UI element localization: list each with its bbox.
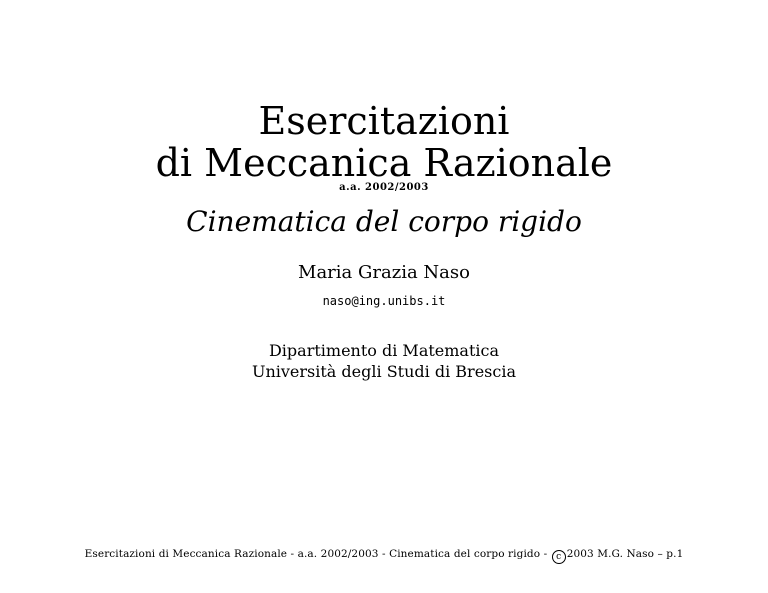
slide-footer xyxy=(0,548,768,564)
footer-page-info: 2003 M.G. Naso – p.1 xyxy=(566,548,684,560)
footer-text: Esercitazioni di Meccanica Razionale - a.a. 2002/2003 - Cinematica del corpo rigido - xyxy=(84,548,548,560)
slide-subtitle: Cinematica del corpo rigido xyxy=(186,205,582,238)
author-name: Maria Grazia Naso xyxy=(298,262,470,283)
affiliation xyxy=(0,340,768,382)
slide-title xyxy=(0,100,768,184)
department-line: Dipartimento di Matematica xyxy=(268,341,500,360)
copyright-icon: c xyxy=(552,550,566,564)
title-line-1: Esercitazioni xyxy=(258,99,510,143)
university-line: Università degli Studi di Brescia xyxy=(251,362,516,381)
academic-year: a.a. 2002/2003 xyxy=(339,182,429,193)
title-line-2: di Meccanica Razionale xyxy=(155,141,613,185)
author-email: naso@ing.unibs.it xyxy=(322,294,446,308)
